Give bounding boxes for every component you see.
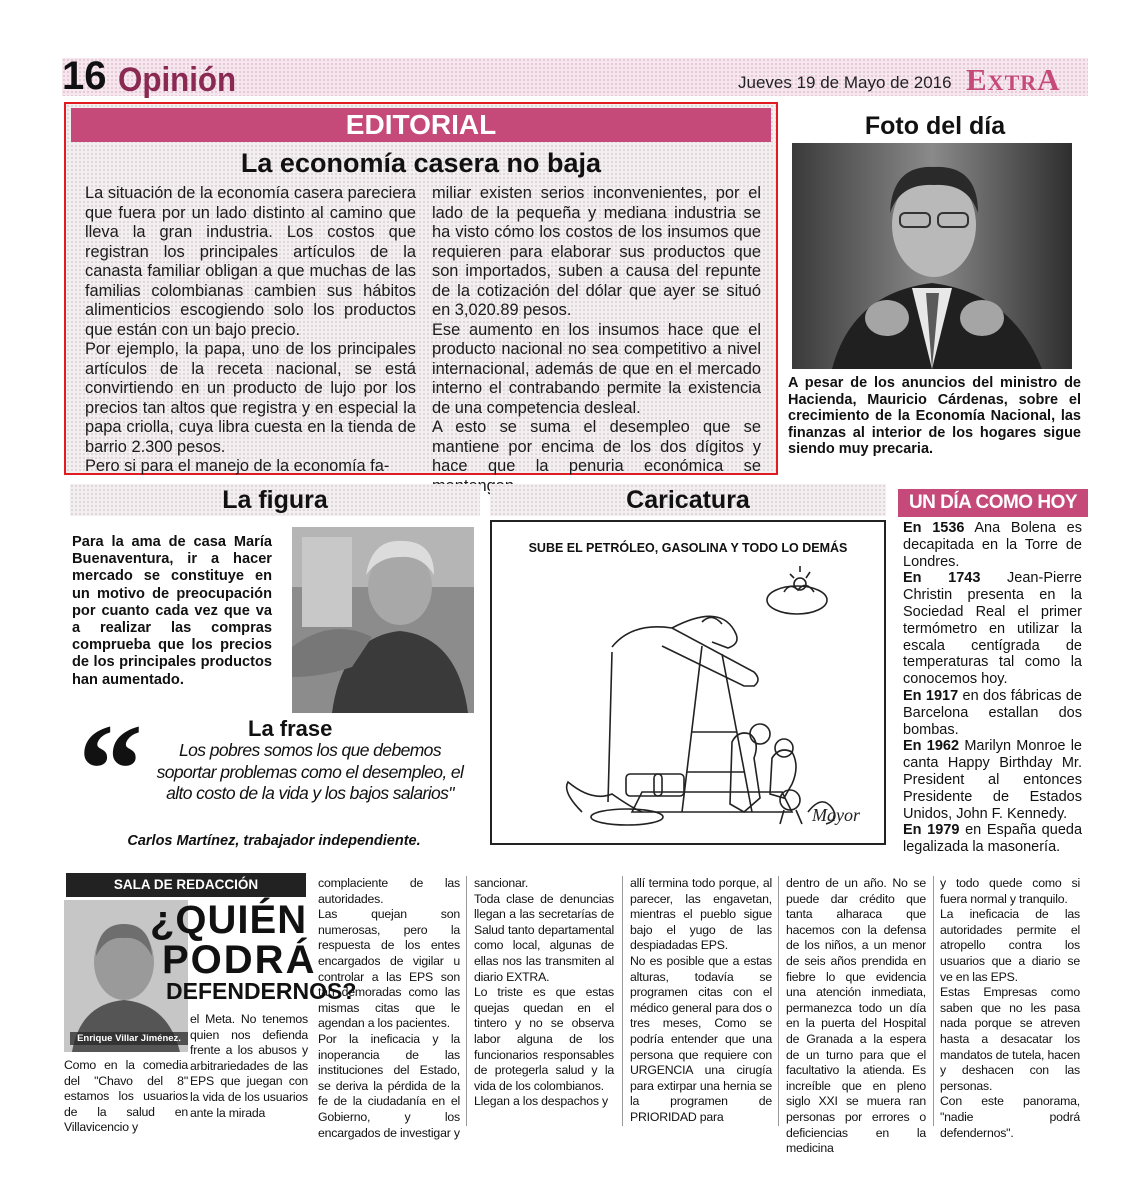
figura-title: La figura xyxy=(222,486,328,514)
column-divider xyxy=(778,876,779,1126)
sala-paragraph: Como en la comedia del "Chavo del 8" estamos los usuarios de la salud en Villavicencio y xyxy=(64,1058,188,1135)
undia-year: En 1962 xyxy=(903,738,960,755)
column-divider xyxy=(933,876,934,1126)
sala-col-2 xyxy=(318,876,460,1141)
undia-text: en España queda legalizada la masonería. xyxy=(903,822,1083,856)
foto-photo xyxy=(792,143,1072,369)
column-divider xyxy=(466,876,467,1126)
sala-paragraph: y todo quede como si fuera normal y tranquilo. xyxy=(940,876,1080,906)
editorial-paragraph: miliar existen serios inconvenientes, por el lado de la pequeña y mediana industria se ha visto cómo los costos de los insumos que requieren para elaborar sus productos que son importados, suben a causa del repunte de la cotización del dólar que ayer se situó en 3,020.89 pesos. xyxy=(432,184,761,319)
undia-text: en dos fábricas de Barcelona estallan dos bombas. xyxy=(903,687,1082,738)
undia-year: En 1979 xyxy=(903,822,960,839)
editorial-paragraph: Ese aumento en los insumos hace que el producto nacional no sea competitivo a nivel internacional, además de que en el mercado interno el contrabando permite la existencia de una competencia desleal. xyxy=(432,320,761,417)
sala-headline-3: DEFENDERNOS? xyxy=(166,978,357,1004)
issue-date: Jueves 19 de Mayo de 2016 xyxy=(738,73,952,92)
frase-author: Carlos Martínez, trabajador independiente. xyxy=(127,833,421,849)
sala-headline-2: PODRÁ xyxy=(162,938,317,982)
sala-paragraph: sancionar. xyxy=(474,876,529,890)
editorial-paragraph: La situación de la economía casera pareciera que fuera por un lado distinto al camino que lleva la gran industria. Los costos que registran los principales artículos de la canasta familiar obligan a que muchas de las familias colombianas cambien sus hábitos alimenticios escogiendo solo los productos que están con un bajo precio. xyxy=(85,184,416,339)
editorial-paragraph: A esto se suma el desempleo que se mantiene por encima de los dos dígitos y hace que la penuria económica se xyxy=(432,418,761,475)
undia-title: UN DÍA COMO HOY xyxy=(898,489,1088,517)
frase-quote: Los pobres somos los que debemos soportar problemas como el desempleo, el alto costo de la vida y los bajos salarios" xyxy=(156,740,464,803)
figura-text: Para la ama de casa María Buenaventura, ir a hacer mercado se constituye en un motivo de preocupación por cuanto cada vez que va a realizar las compras comprueba que los precios de los principales productos han aumentado. xyxy=(72,534,272,688)
undia-text: Ana Bolena es decapitada en la Torre de Londres. xyxy=(903,520,1082,570)
undia-year: En 1743 xyxy=(903,570,981,587)
sala-paragraph: Por la ineficacia y la inoperancia de las instituciones del Estado, se deriva la pérdida de la fe de la ciudadanía en el Gobierno, y los encargados de investigar y xyxy=(318,1031,460,1140)
sala-paragraph: La ineficacia de las autoridades permite el atropello contra los usuarios que a diario se ve en las EPS. xyxy=(940,907,1080,984)
editorial-headline: La economía casera no baja xyxy=(240,148,602,178)
undia-item xyxy=(903,570,1082,688)
editorial-box xyxy=(64,102,778,475)
brand-logo: ExtrA xyxy=(966,62,1061,97)
sala-paragraph: Toda clase de denuncias llegan a las secretarías de Salud tanto departamental como local, algunas de ellas nos las transmiten al diario EXTRA. xyxy=(474,891,614,984)
undia-list xyxy=(903,520,1082,856)
sala-paragraph: Con este panorama, "nadie podrá defendernos". xyxy=(940,1094,1080,1140)
caricatura-signature: Mayor xyxy=(812,805,860,825)
sala-paragraph: complaciente de las autoridades. xyxy=(318,876,460,906)
frase-quote-icon: “ xyxy=(78,698,143,842)
sala-label: SALA DE REDACCIÓN xyxy=(66,873,306,897)
sala-paragraph: Las quejan son numerosas, pero la respuesta de los entes encargados de vigilar u controlar a las EPS son tan demoradas como las mismas citas que le agendan a los pacientes. xyxy=(318,907,460,1031)
undia-text: Marilyn Monroe le canta Happy Birthday Mr. President al entonces Presidente de Estados Unidos, John F. Kennedy. xyxy=(903,738,1082,822)
sala-paragraph: Lo triste es que estas quejas quedan en el tintero y no se observa labor alguna de los funcionarios responsables de protegerla salud y la vida de los colombianos. xyxy=(474,985,614,1093)
sala-col-6 xyxy=(940,876,1080,1141)
foto-title: Foto del día xyxy=(864,112,1006,140)
column-divider xyxy=(622,876,623,1126)
caricatura-drawing xyxy=(522,562,862,842)
sala-col-5 xyxy=(786,876,926,1157)
editorial-label: EDITORIAL xyxy=(71,108,771,142)
editorial-col-1 xyxy=(85,184,416,477)
section-title: Opinión xyxy=(118,61,237,99)
undia-item xyxy=(903,738,1082,822)
editorial-paragraph: Pero si para el manejo de la economía fa- xyxy=(85,457,390,475)
figura-photo xyxy=(292,527,474,713)
caricatura-frame xyxy=(490,520,886,845)
sala-paragraph: dentro de un año. No se puede dar crédito que tanta alharaca que hacemos con la defensa de los niños, a un menor de seis años prendida en fiebre lo que evidencia una atención inmediata, permanezca todo un día en la puerta del Hospital de Granada a la espera de un turno para que el facultativo la atienda. Es increíble que en pleno siglo XXI se muera ran personas por errores o deficiencias en la medicina xyxy=(786,876,926,1156)
undia-text: Jean-Pierre Christin presenta en la Sociedad Real el primer termómetro en utilizar la escala centígrada de temperaturas tal como la conocemos hoy. xyxy=(903,570,1082,688)
sala-author-name: Enrique Villar Jiménez. xyxy=(70,1032,188,1045)
sala-col-4 xyxy=(630,876,772,1126)
undia-year: En 1917 xyxy=(903,687,959,704)
undia-item xyxy=(903,520,1082,570)
undia-item xyxy=(903,688,1082,738)
caricatura-title: Caricatura xyxy=(626,486,750,514)
caricatura-caption: SUBE EL PETRÓLEO, GASOLINA Y TODO LO DEMÁS xyxy=(528,541,848,555)
sala-col-1 xyxy=(190,1012,308,1121)
undia-item xyxy=(903,822,1082,856)
sala-col-3 xyxy=(474,876,614,1110)
sala-paragraph: Estas Empresas como saben que no les pasa nada porque se atreven hasta a desacatar los mandatos de tutela, hacen y deshacen con las personas. xyxy=(940,985,1080,1093)
sala-paragraph: allí termina todo porque, al parecer, las engavetan, mientras el pueblo sigue bajo el yugo de las despiadadas EPS. xyxy=(630,876,772,953)
sala-paragraph: Llegan a los despachos y xyxy=(474,1094,608,1109)
sala-col-1b xyxy=(64,1058,188,1136)
sala-paragraph: No es posible que a estas alturas, todavía se programen citas con el médico general para dos o tres meses, Como se podría entender que una persona que requiere con URGENCIA una cirugía para extirpar una hernia se la programen de PRIORIDAD para xyxy=(630,953,772,1124)
editorial-paragraph: Por ejemplo, la papa, uno de los principales artículos de la receta nacional, se está convirtiendo en un producto de lujo por los precios tan altos que registra y en especial la papa criolla, cuya libra cuesta en la tienda de barrio 2.300 pesos. xyxy=(85,340,416,456)
undia-year: En 1536 xyxy=(903,520,965,536)
editorial-col-2 xyxy=(432,184,761,496)
sala-paragraph: el Meta. No tenemos quien nos defienda frente a los abusos y arbitrariedades de las EPS que juegan con la vida de los usuarios ante la mirada xyxy=(190,1012,308,1120)
sala-headline-1: ¿QUIÉN xyxy=(150,898,308,942)
foto-caption: A pesar de los anuncios del ministro de Hacienda, Mauricio Cárdenas, sobre el crecimiento de la Economía Nacional, las finanzas al interior de los hogares sigue siendo muy precaria. xyxy=(788,375,1081,457)
frase-title: La frase xyxy=(248,716,333,741)
page-number: 16 xyxy=(62,54,107,98)
